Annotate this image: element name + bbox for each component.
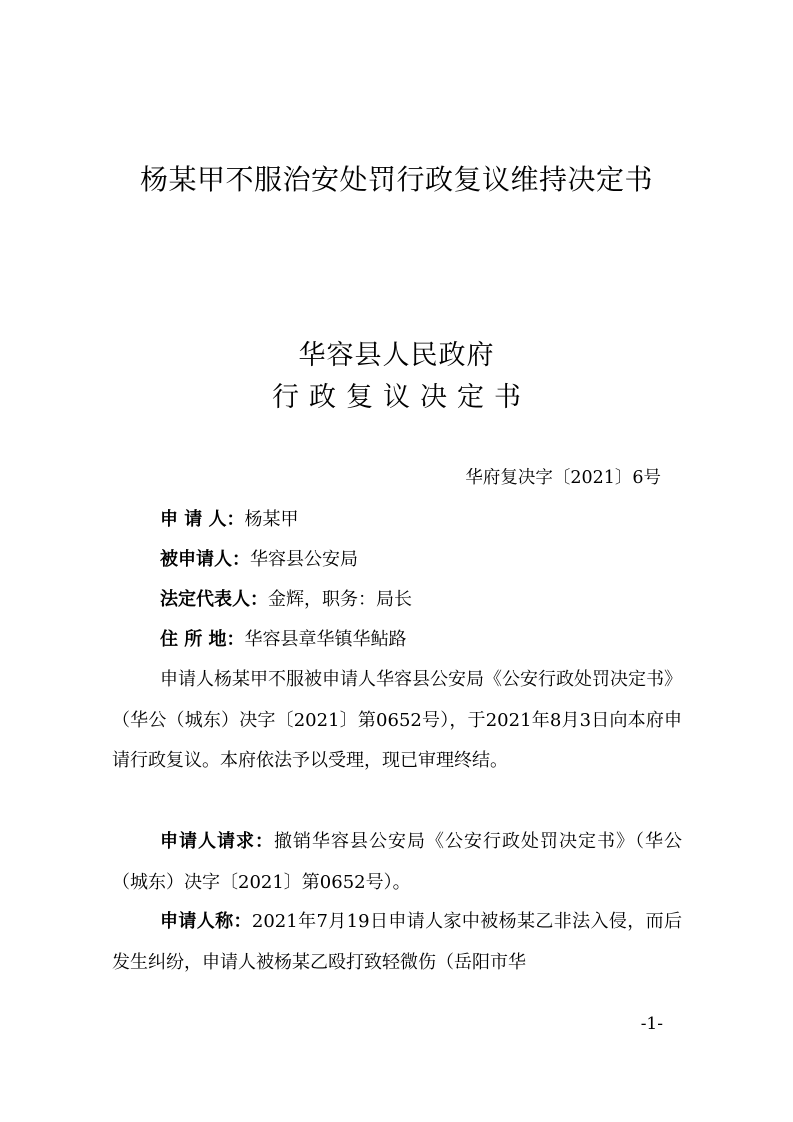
address-line bbox=[160, 624, 407, 656]
document-number: 华府复决字〔2021〕6号 bbox=[465, 468, 661, 488]
applicant-value: 杨某甲 bbox=[244, 509, 299, 530]
claim-paragraph bbox=[112, 902, 682, 983]
issuing-authority: 华容县人民政府 bbox=[298, 340, 495, 371]
legal-representative-line bbox=[160, 584, 412, 616]
request-label: 申请人请求： bbox=[160, 831, 274, 852]
page-number: -1- bbox=[640, 1014, 663, 1034]
respondent-label: 被申请人： bbox=[160, 549, 250, 570]
address-value: 华容县章华镇华鲇路 bbox=[244, 629, 407, 650]
applicant-label: 申 请 人： bbox=[160, 509, 245, 530]
page-heading: 杨某甲不服治安处罚行政复议维持决定书 bbox=[139, 163, 653, 196]
request-text: 撤销华容县公安局《公安行政处罚决定书》（华公（城东）决字〔2021〕第0652号）。 bbox=[112, 831, 682, 893]
request-paragraph bbox=[112, 822, 682, 903]
legal-representative-value: 金辉，职务：局长 bbox=[268, 589, 412, 610]
respondent-line bbox=[160, 544, 358, 576]
legal-representative-label: 法定代表人： bbox=[160, 589, 268, 610]
document-type-title: 行政复议决定书 bbox=[272, 382, 531, 413]
claim-label: 申请人称： bbox=[160, 911, 252, 932]
applicant-line bbox=[160, 504, 299, 536]
address-label: 住 所 地： bbox=[160, 629, 245, 650]
claim-text: 2021年7月19日申请人家中被杨某乙非法入侵，而后发生纠纷，申请人被杨某乙殴打致轻微伤（岳阳市华 bbox=[112, 911, 682, 973]
intro-paragraph: 申请人杨某甲不服被申请人华容县公安局《公安行政处罚决定书》（华公（城东）决字〔2021〕第0652号），于2021年8月3日向本府申请行政复议。本府依法予以受理，现已审理终结。 bbox=[112, 669, 682, 771]
respondent-value: 华容县公安局 bbox=[250, 549, 358, 570]
